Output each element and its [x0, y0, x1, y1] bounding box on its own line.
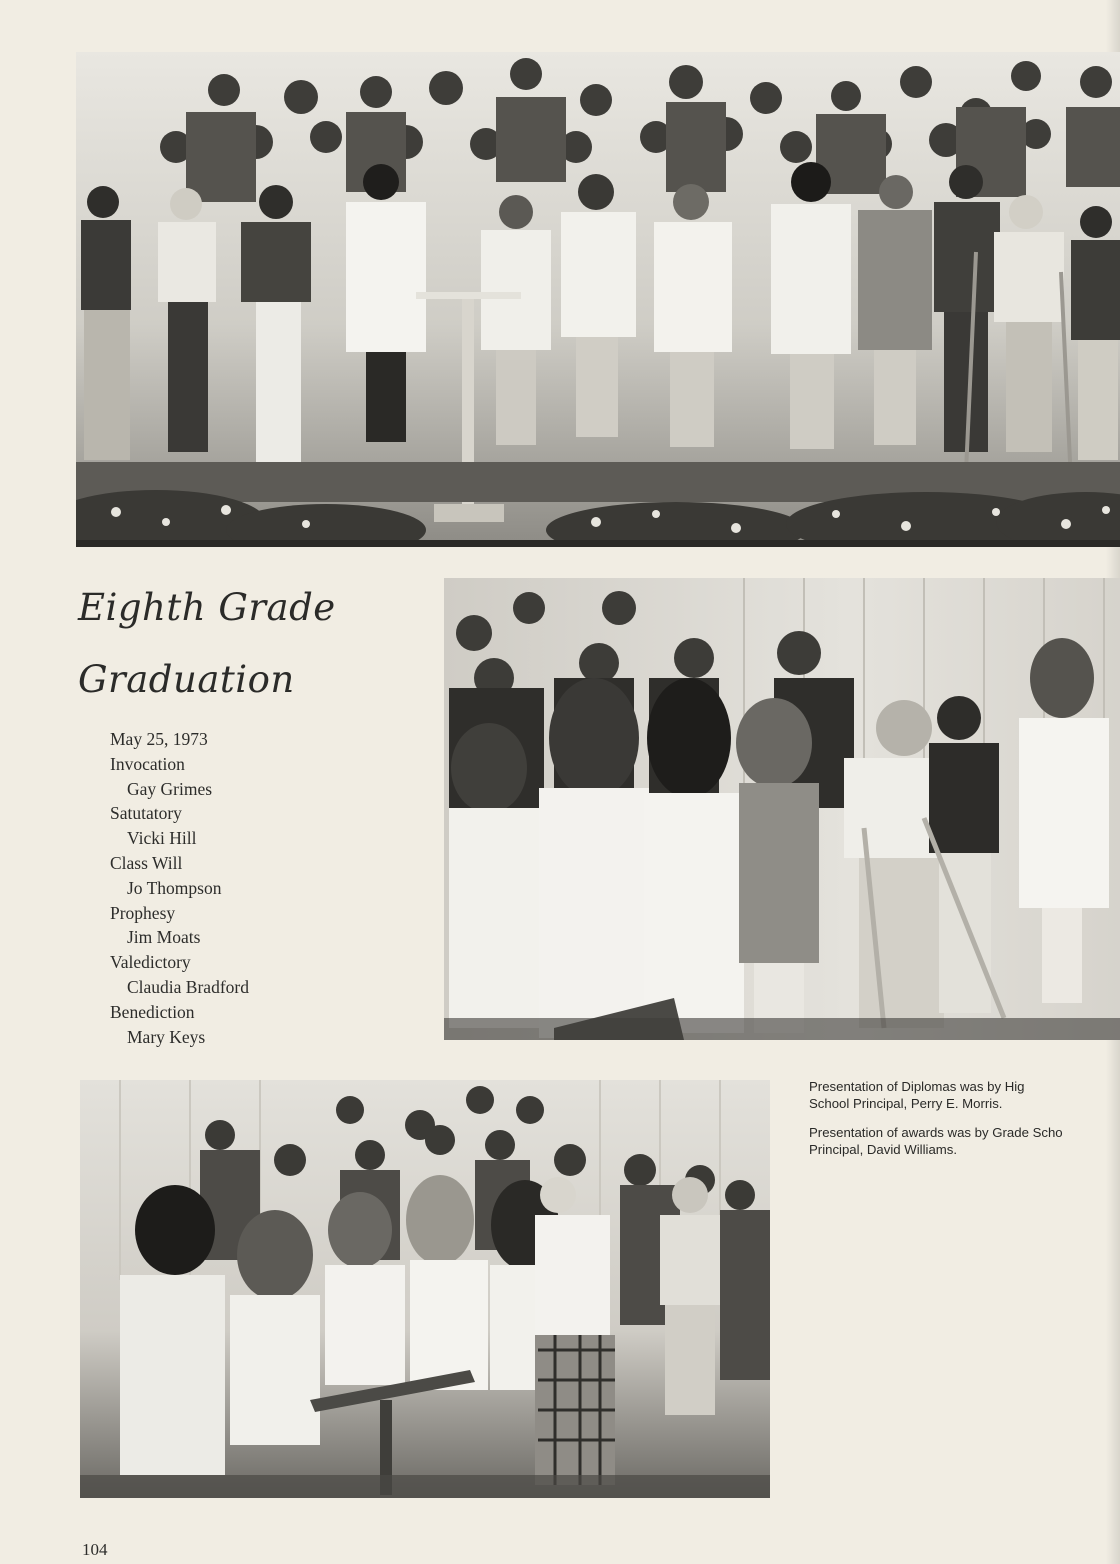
program-part: Valedictory — [110, 952, 191, 973]
diplomas-caption — [809, 1078, 1120, 1112]
title-line-1: Eighth Grade — [78, 586, 336, 629]
awards-caption-line-1: Presentation of awards was by Grade Scho — [809, 1125, 1063, 1140]
program-part: Benediction — [110, 1001, 195, 1022]
program-part: Prophesy — [110, 902, 176, 923]
program-part: Invocation — [110, 753, 185, 774]
diplomas-caption-line-1: Presentation of Diplomas was by Hig — [809, 1079, 1025, 1094]
class-group-photo-image — [76, 52, 1120, 547]
title-line-2: Graduation — [78, 658, 295, 701]
program-speaker: Claudia Bradford — [127, 976, 249, 997]
program-speaker: Vicki Hill — [127, 828, 197, 849]
program-list — [110, 727, 249, 1049]
awards-ceremony-photo-image — [80, 1080, 770, 1498]
diplomas-caption-line-2: School Principal, Perry E. Morris. — [809, 1096, 1003, 1111]
program-speaker: Jim Moats — [127, 927, 201, 948]
program-part: Class Will — [110, 852, 183, 873]
program-speaker: Gay Grimes — [127, 778, 213, 799]
program-part: Satutatory — [110, 803, 182, 824]
awards-ceremony-photo — [80, 1080, 770, 1498]
diploma-presentation-photo-image — [444, 578, 1120, 1040]
program-speaker: Mary Keys — [127, 1026, 206, 1047]
diploma-presentation-photo — [444, 578, 1120, 1040]
program-speaker: Jo Thompson — [127, 877, 222, 898]
photo-captions — [809, 1078, 1120, 1170]
program-date: May 25, 1973 — [110, 729, 208, 749]
page-number: 104 — [82, 1540, 108, 1559]
awards-caption-line-2: Principal, David Williams. — [809, 1142, 958, 1157]
awards-caption — [809, 1124, 1120, 1158]
class-group-photo — [76, 52, 1120, 547]
